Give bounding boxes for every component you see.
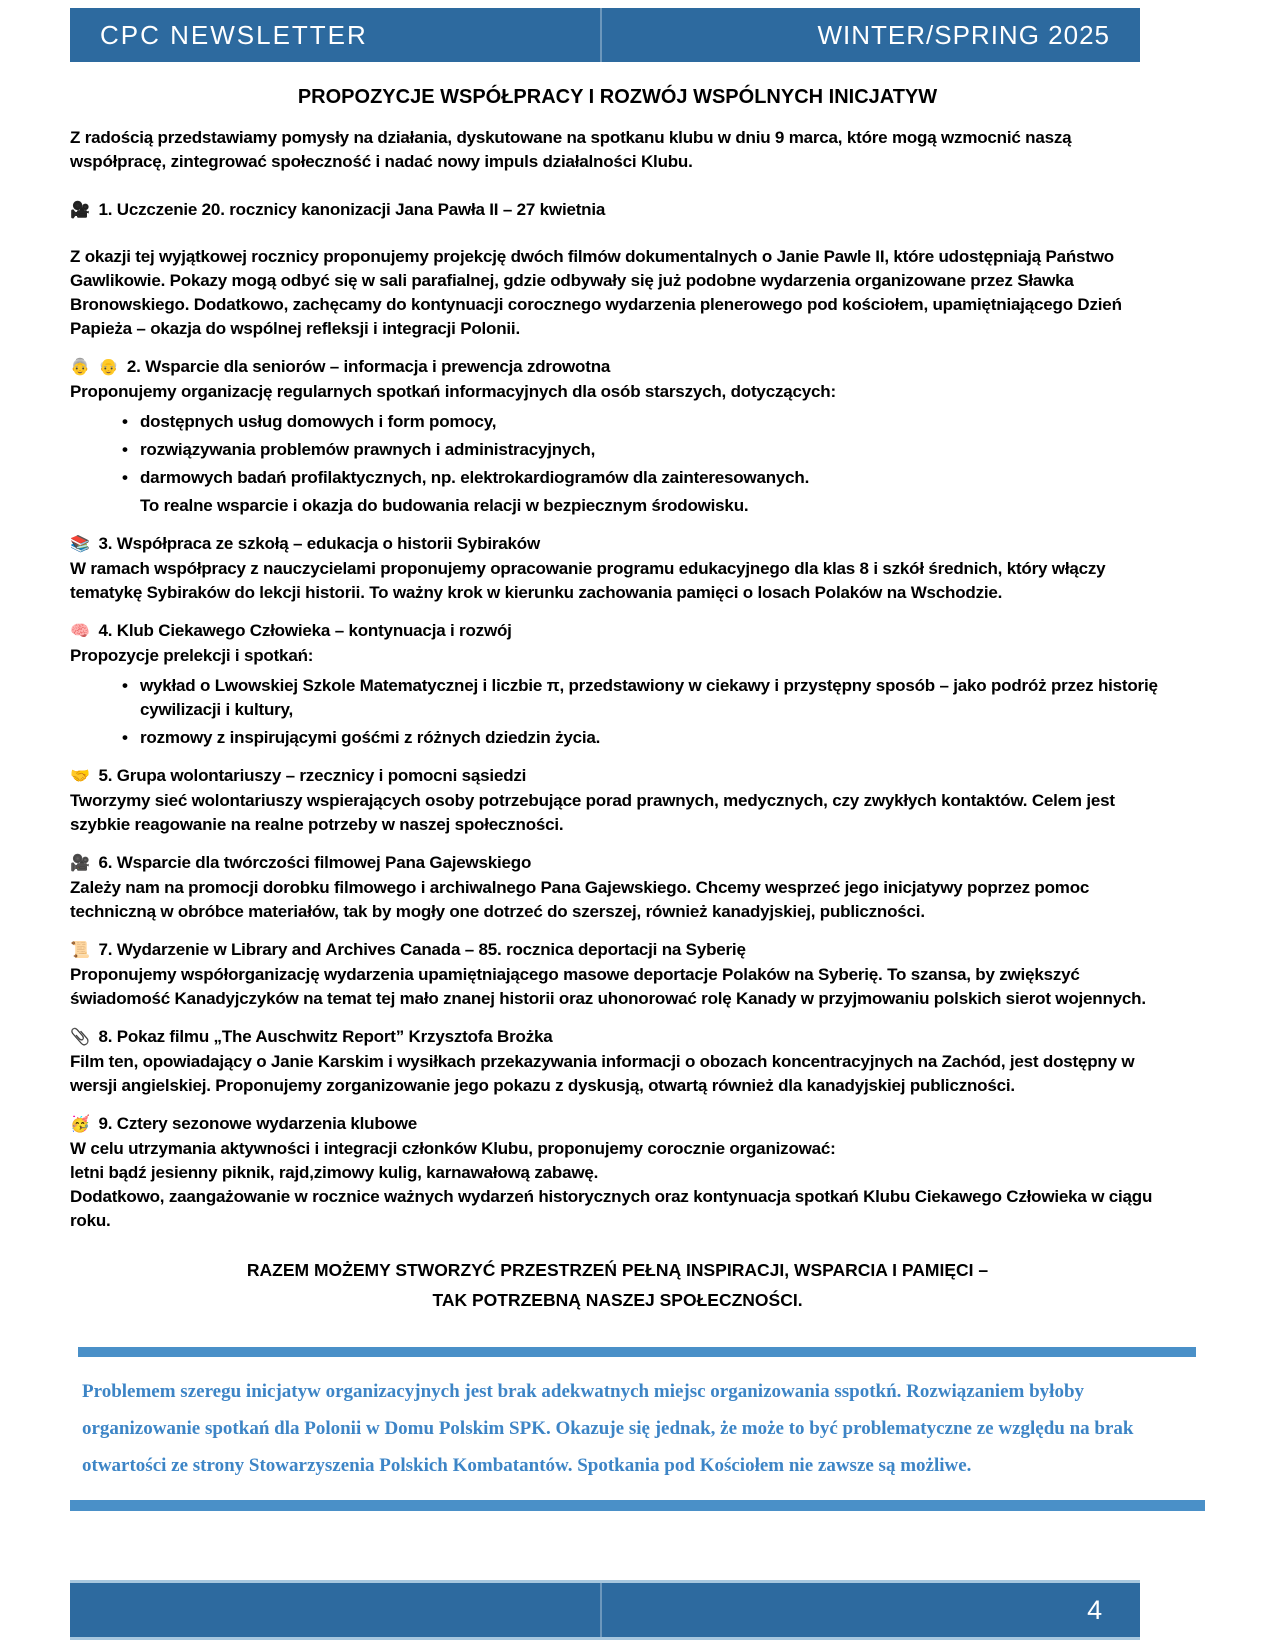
section-1-heading (70, 198, 1165, 223)
section-1-paragraph: Z okazji tej wyjątkowej rocznicy proponujemy projekcję dwóch filmów dokumentalnych o Janie Pawle II, które udostępniają Państwo Gawlikowie. Pokazy mogą odbyć się w sali parafialnej, gdzie odbywały się już podobne wydarzenia organizowane przez Sławka Bronowskiego. Dodatkowo, zachęcamy do kontynuacji corocznego wydarzenia plenerowego pod kościołem, upamiętniającego Dzień Papieża – okazja do wspólnej refleksji i integracji Polonii. (70, 247, 1122, 338)
note-block (70, 1347, 1165, 1511)
brain-icon: 🧠 (70, 623, 90, 640)
section-8 (70, 1025, 1165, 1098)
section-9-line: Dodatkowo, zaangażowanie w rocznice ważnych wydarzeń historycznych oraz kontynuacja spotkań Klubu Ciekawego Człowieka w ciągu roku. (70, 1187, 1153, 1230)
closing-line-2: TAK POTRZEBNĄ NASZEJ SPOŁECZNOŚCI. (432, 1290, 803, 1310)
section-4 (70, 619, 1165, 750)
bullet-item: • rozmowy z inspirującymi gośćmi z różnych dziedzin życia. (122, 726, 1165, 750)
section-5-heading-text: 5. Grupa wolontariuszy – rzecznicy i pomocni sąsiedzi (98, 766, 527, 785)
note-paragraph: Problemem szeregu inicjatyw organizacyjnych jest brak adekwatnych miejsc organizowania sspotkń. Rozwiązaniem byłoby organizowanie spotkań dla Polonii w Domu Polskim SPK. Okazuje się jednak, że może to być problematyczne ze względu na brak otwartości ze strony Stowarzyszenia Polskich Kombatantów. Spotkania pod Kościołem nie zawsze są możliwe. (82, 1381, 1134, 1476)
section-3-heading-text: 3. Współpraca ze szkołą – edukacja o historii Sybiraków (98, 534, 541, 553)
elderly-man-icon: 👴 (98, 359, 119, 376)
section-3-paragraph: W ramach współpracy z nauczycielami proponujemy opracowanie programu edukacyjnego dla klas 8 i szkół średnich, który włączy tematykę Sybiraków do lekcji historii. To ważny krok w kierunku zachowania pamięci o losach Polaków na Wschodzie. (70, 559, 1106, 602)
scroll-icon: 📜 (70, 942, 90, 959)
section-2-note: To realne wsparcie i okazja do budowania relacji w bezpiecznym środowisku. (140, 496, 749, 515)
section-9-line: letni bądź jesienny piknik, rajd,zimowy kulig, karnawałową zabawę. (70, 1163, 599, 1182)
paperclip-icon: 📎 (70, 1029, 90, 1046)
section-9-heading (70, 1112, 1165, 1137)
section-2-heading-text: 2. Wsparcie dla seniorów – informacja i prewencja zdrowotna (126, 357, 611, 376)
handshake-icon: 🤝 (70, 768, 90, 785)
partying-face-icon: 🥳 (70, 1116, 90, 1133)
section-8-paragraph: Film ten, opowiadający o Janie Karskim i wysiłkach przekazywania informacji o obozach koncentracyjnych na Zachód, jest dostępny w wersji angielskiej. Proponujemy zorganizowanie jego pokazu z dyskusją, otwartą również dla kanadyjskiej publiczności. (70, 1052, 1135, 1095)
section-7-paragraph: Proponujemy współorganizację wydarzenia upamiętniającego masowe deportacje Polaków na Syberię. To szansa, by zwiększyć świadomość Kanadyjczyków na temat tej mało znanej historii oraz uhonorować rolę Kanady w przyjmowaniu polskich sierot wojennych. (70, 965, 1146, 1008)
section-8-heading (70, 1025, 1165, 1050)
bullet-item: • darmowych badań profilaktycznych, np. elektrokardiogramów dla zainteresowanych. (122, 466, 1165, 490)
newsletter-title: CPC NEWSLETTER (100, 19, 368, 50)
section-5-paragraph: Tworzymy sieć wolontariuszy wspierających osoby potrzebujące porad prawnych, medycznych, czy zwykłych kontaktów. Celem jest szybkie reagowanie na realne potrzeby w naszej społeczności. (70, 791, 1115, 834)
header-bar (70, 8, 1140, 62)
section-7 (70, 938, 1165, 1011)
section-5-heading (70, 764, 1165, 789)
top-rule (78, 1347, 1196, 1357)
section-2-bullet-list (70, 410, 1165, 490)
section-7-heading (70, 938, 1165, 963)
bullet-item: • rozwiązywania problemów prawnych i administracyjnych, (122, 438, 1165, 462)
spacer (70, 223, 1165, 245)
section-6-paragraph: Zależy nam na promocji dorobku filmowego i archiwalnego Pana Gajewskiego. Chcemy wesprzeć jego inicjatywy poprzez pomoc techniczną w obróbce materiałów, tak by mogły one dotrzeć do szerszej, również kanadyjskiej, publiczności. (70, 878, 1090, 921)
section-8-heading-text: 8. Pokaz filmu „The Auschwitz Report” Krzysztofa Brożka (98, 1027, 553, 1046)
document-body (70, 80, 1165, 1511)
movie-camera-icon: 🎥 (70, 855, 90, 872)
section-4-bullet-list (70, 674, 1165, 750)
page-number: 4 (1087, 1594, 1102, 1625)
footer-bar (70, 1580, 1140, 1640)
issue-label: WINTER/SPRING 2025 (817, 19, 1110, 50)
section-6-heading-text: 6. Wsparcie dla twórczości filmowej Pana Gajewskiego (98, 853, 532, 872)
closing-statement (70, 1255, 1165, 1315)
footer-divider (600, 1583, 602, 1637)
section-2-heading (70, 355, 1165, 380)
intro-paragraph: Z radością przedstawiamy pomysły na działania, dyskutowane na spotkanu klubu w dniu 9 marca, które mogą wzmocnić naszą współpracę, zintegrować społeczność i nadać nowy impuls działalności Klubu. (70, 128, 1072, 171)
movie-camera-icon: 🎥 (70, 202, 90, 219)
section-9-line: W celu utrzymania aktywności i integracji członków Klubu, proponujemy corocznie organizować: (70, 1139, 836, 1158)
section-1-heading-text: 1. Uczczenie 20. rocznicy kanonizacji Jana Pawła II – 27 kwietnia (98, 200, 606, 219)
bullet-item: • wykład o Lwowskiej Szkole Matematycznej i liczbie π, przedstawiony w ciekawy i przystępny sposób – jako podróż przez historię cywilizacji i kultury, (122, 674, 1165, 722)
bottom-rule (70, 1500, 1205, 1511)
section-9 (70, 1112, 1165, 1233)
elderly-woman-icon: 👵 (70, 359, 90, 376)
section-2-lead: Proponujemy organizację regularnych spotkań informacyjnych dla osób starszych, dotyczących: (70, 382, 836, 401)
bullet-item: • dostępnych usług domowych i form pomocy, (122, 410, 1165, 434)
section-6 (70, 851, 1165, 924)
section-4-heading (70, 619, 1165, 644)
books-icon: 📚 (70, 536, 90, 553)
section-1 (70, 198, 1165, 341)
section-3-heading (70, 532, 1165, 557)
closing-line-1: RAZEM MOŻEMY STWORZYĆ PRZESTRZEŃ PEŁNĄ INSPIRACJI, WSPARCIA I PAMIĘCI – (246, 1260, 989, 1280)
section-6-heading (70, 851, 1165, 876)
section-4-lead: Propozycje prelekcji i spotkań: (70, 646, 314, 665)
section-4-heading-text: 4. Klub Ciekawego Człowieka – kontynuacja i rozwój (98, 621, 512, 640)
section-3 (70, 532, 1165, 605)
section-5 (70, 764, 1165, 837)
section-7-heading-text: 7. Wydarzenie w Library and Archives Canada – 85. rocznica deportacji na Syberię (98, 940, 746, 959)
page-title: PROPOZYCJE WSPÓŁPRACY I ROZWÓJ WSPÓLNYCH INICJATYW (297, 86, 938, 108)
section-2 (70, 355, 1165, 518)
section-9-heading-text: 9. Cztery sezonowe wydarzenia klubowe (98, 1114, 417, 1133)
header-divider (600, 8, 602, 62)
